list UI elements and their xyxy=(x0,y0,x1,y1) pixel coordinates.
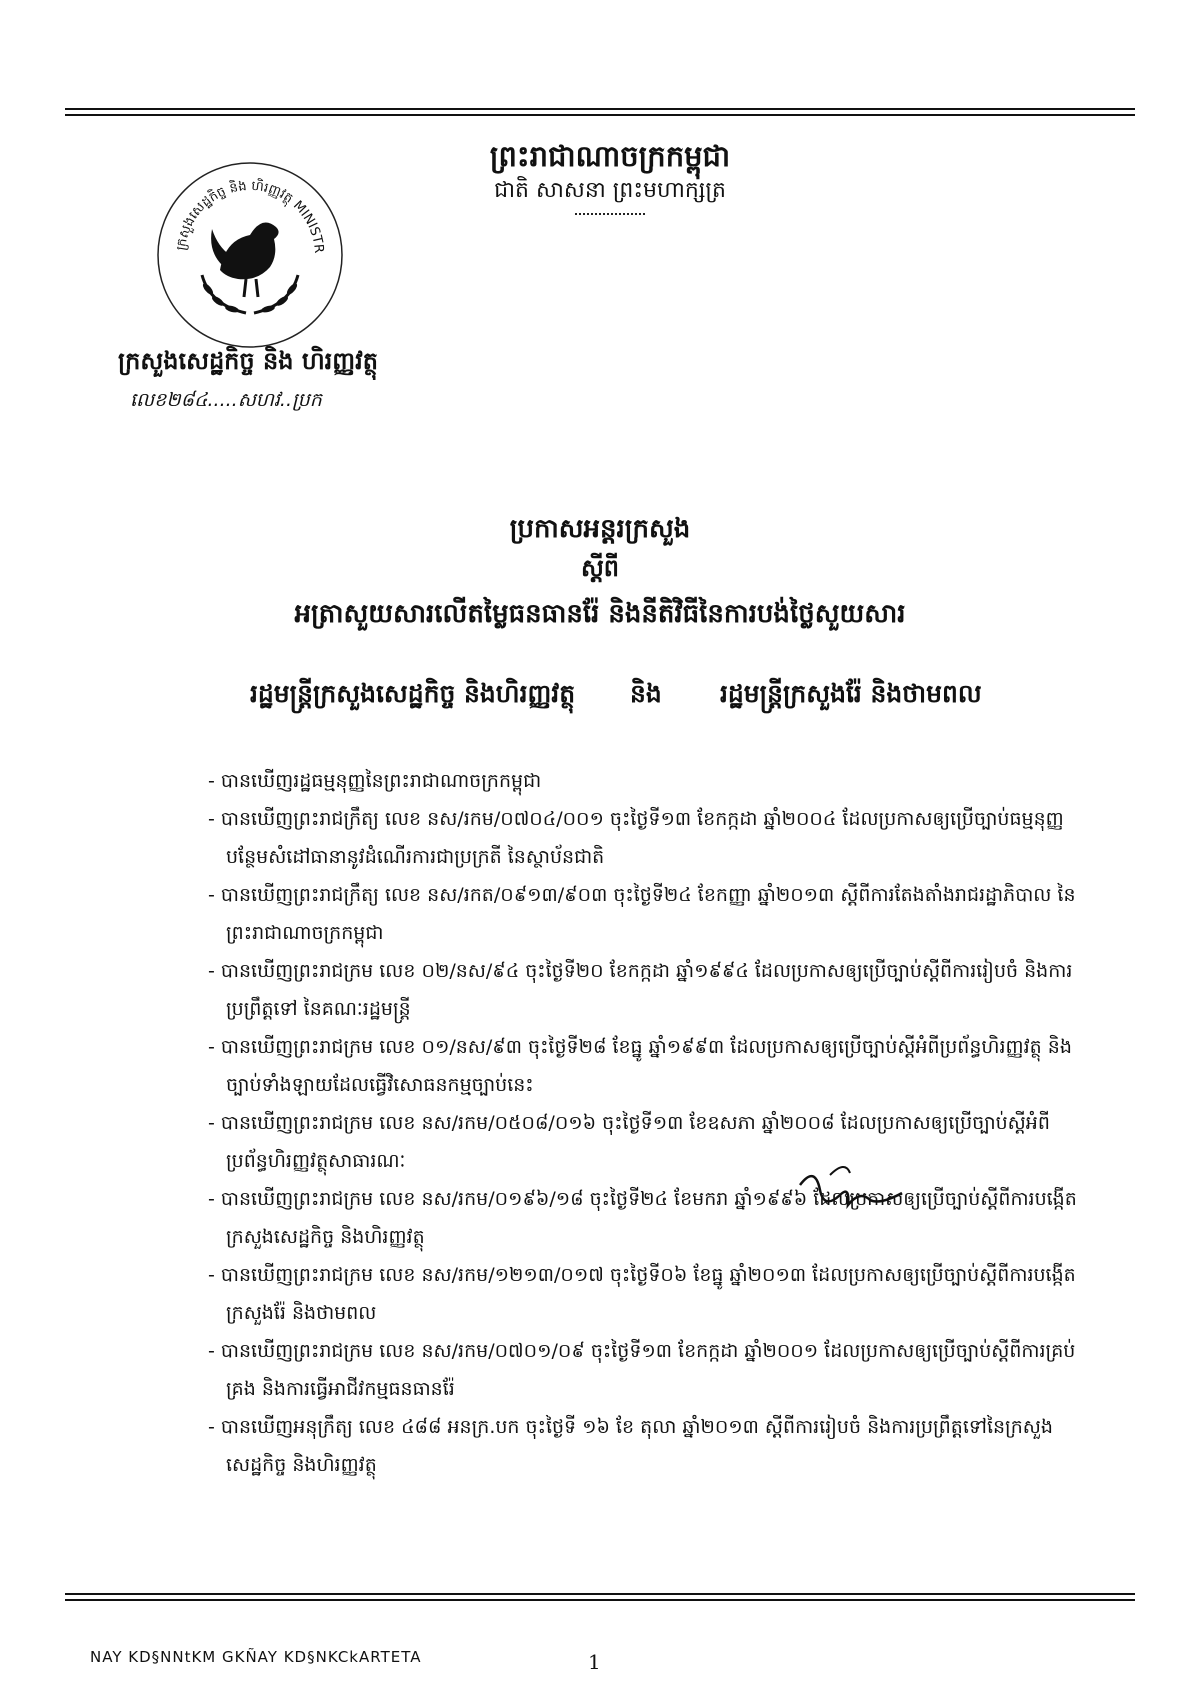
ref-code: ប្រក xyxy=(292,389,322,411)
signature-icon xyxy=(790,1155,910,1235)
list-item: - បានឃើញព្រះរាជក្រម លេខ នស/រកម/០១៩៦/១៨ ចុះថ្ងៃទី២៤ ខែមករា ឆ្នាំ១៩៩៦ ដែលប្រកាសឲ្យប្រើច្បាប់ស្តីពីការបង្កើតក្រសួងសេដ្ឋកិច្ច និងហិរញ្ញវត្ថុ xyxy=(208,1180,1088,1256)
list-item: - បានឃើញព្រះរាជក្រឹត្យ លេខ នស/រកម/០៧០៤/០០១ ចុះថ្ងៃទី១៣ ខែកក្កដា ឆ្នាំ២០០៤ ដែលប្រកាសឲ្យប្រើច្បាប់ធម្មនុញ្ញបន្ថែមសំដៅធានានូវដំណើរការជាប្រក្រតី នៃស្ថាប័នជាតិ xyxy=(208,800,1088,876)
list-item: - បានឃើញព្រះរាជក្រម លេខ នស/រកម/០៥០៨/០១៦ ចុះថ្ងៃទី១៣ ខែឧសភា ឆ្នាំ២០០៨ ដែលប្រកាសឲ្យប្រើច្បាប់ស្តីអំពីប្រព័ន្ធហិរញ្ញវត្ថុសាធារណៈ xyxy=(208,1104,1088,1180)
footer-code: NAY KD§NNtKM GKÑAY KD§NKCkARTETA xyxy=(90,1648,422,1666)
kingdom-motto: ជាតិ សាសនា ព្រះមហាក្សត្រ xyxy=(494,178,726,203)
ref-mid: សហវ xyxy=(237,389,280,411)
seal-text: ក្រសួងសេដ្ឋកិច្ច និង ហិរញ្ញវត្ថុ MINISTR xyxy=(173,178,327,254)
list-item: - បានឃើញព្រះរាជក្រម លេខ ០១/នស/៩៣ ចុះថ្ងៃទី២៨ ខែធ្នូ ឆ្នាំ១៩៩៣ ដែលប្រកាសឲ្យប្រើច្បាប់ស្តីអំពីប្រព័ន្ធហិរញ្ញវត្ថុ និងច្បាប់ទាំងឡាយដែលធ្វើវិសោធនកម្មច្បាប់នេះ xyxy=(208,1028,1088,1104)
bottom-rule xyxy=(65,1593,1135,1595)
ministry-seal xyxy=(150,155,350,355)
ministry-seal-icon xyxy=(150,155,350,355)
ministry-block xyxy=(118,345,438,415)
considerations-list xyxy=(208,762,1088,1484)
ministry-name: ក្រសួងសេដ្ឋកិច្ច និង ហិរញ្ញវត្ថុ xyxy=(118,347,378,375)
minister-mines-energy: រដ្ឋមន្ត្រីក្រសួងរ៉ែ និងថាមពល xyxy=(720,679,982,708)
document-subject: អត្រាសួយសារលើតម្លៃធនធានរ៉ែ និងនីតិវិធីនៃការបង់ថ្លៃសួយសារ xyxy=(294,599,906,629)
ref-prefix: លេខ xyxy=(130,389,167,411)
top-rule xyxy=(65,108,1135,110)
ref-dots-2: .. xyxy=(279,389,292,411)
ref-number: ២៨៤ xyxy=(166,389,208,411)
minister-economy-finance: រដ្ឋមន្ត្រីក្រសួងសេដ្ឋកិច្ច និងហិរញ្ញវត្ថុ xyxy=(250,679,576,708)
list-item: - បានឃើញព្រះរាជក្រម លេខ នស/រកម/១២១៣/០១៧ ចុះថ្ងៃទី០៦ ខែធ្នូ ឆ្នាំ២០១៣ ដែលប្រកាសឲ្យប្រើច្បាប់ស្តីពីការបង្កើតក្រសួងរ៉ែ និងថាមពល xyxy=(208,1256,1088,1332)
ministers-line xyxy=(250,676,1030,716)
minister-conjunction: និង xyxy=(630,679,662,708)
list-item: - បានឃើញព្រះរាជក្រឹត្យ លេខ នស/រកត/០៩១៣/៩០៣ ចុះថ្ងៃទី២៤ ខែកញ្ញា ឆ្នាំ២០១៣ ស្តីពីការតែងតាំងរាជរដ្ឋាភិបាល នៃព្រះរាជាណាចក្រកម្ពុជា xyxy=(208,876,1088,952)
document-about: ស្តីពី xyxy=(580,554,620,582)
reference-number xyxy=(118,385,438,415)
initial-signature xyxy=(790,1155,910,1235)
list-item: - បានឃើញរដ្ឋធម្មនុញ្ញនៃព្រះរាជាណាចក្រកម្ពុជា xyxy=(208,762,1088,800)
page-number: 1 xyxy=(588,1650,601,1674)
list-item: - បានឃើញអនុក្រឹត្យ លេខ ៤៨៨ អនក្រ.បក ចុះថ្ងៃទី ១៦ ខែ តុលា ឆ្នាំ២០១៣ ស្តីពីការរៀបចំ និងការប្រព្រឹត្តទៅនៃក្រសួងសេដ្ឋកិច្ច និងហិរញ្ញវត្ថុ xyxy=(208,1408,1088,1484)
ref-dots: ..... xyxy=(207,389,238,411)
kingdom-title: ព្រះរាជាណាចក្រកម្ពុជា xyxy=(489,139,731,173)
top-rule-inner xyxy=(65,114,1135,116)
bottom-rule-inner xyxy=(65,1599,1135,1601)
ornament-divider xyxy=(575,212,645,216)
list-item: - បានឃើញព្រះរាជក្រម លេខ ០២/នស/៩៤ ចុះថ្ងៃទី២០ ខែកក្កដា ឆ្នាំ១៩៩៤ ដែលប្រកាសឲ្យប្រើច្បាប់ស្តីពីការរៀបចំ និងការប្រព្រឹត្តទៅ នៃគណៈរដ្ឋមន្ត្រី xyxy=(208,952,1088,1028)
kingdom-header xyxy=(400,138,820,216)
document-type: ប្រកាសអន្តរក្រសួង xyxy=(509,514,691,544)
list-item: - បានឃើញព្រះរាជក្រម លេខ នស/រកម/០៧០១/០៩ ចុះថ្ងៃទី១៣ ខែកក្កដា ឆ្នាំ២០០១ ដែលប្រកាសឲ្យប្រើច្បាប់ស្តីពីការគ្រប់គ្រង និងការធ្វើអាជីវកម្មធនធានរ៉ែ xyxy=(208,1332,1088,1408)
